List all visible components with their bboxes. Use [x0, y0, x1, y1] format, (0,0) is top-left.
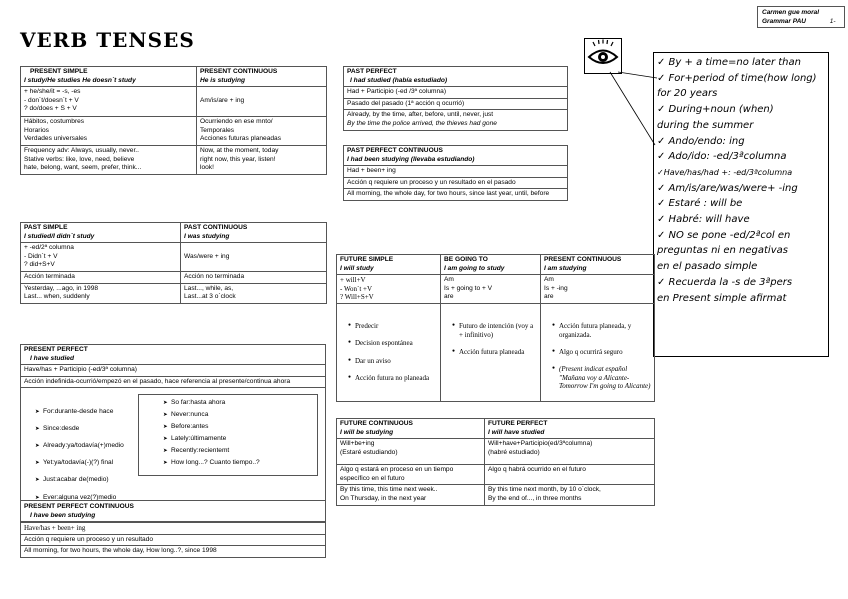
- list-item: ➤ Since:desde: [43, 425, 165, 434]
- ppc2-form: Had + been+ ing: [344, 166, 568, 178]
- list-item: ➤ For:durante-desde hace: [43, 408, 165, 417]
- list-item: ➤ So far:hasta ahora: [171, 397, 317, 409]
- past-perfect-cont-table: [343, 145, 568, 201]
- past-simple-title: PAST SIMPLE I studied/I didn´t study: [21, 223, 181, 243]
- note-line: en Present simple afirmat: [657, 292, 787, 304]
- note-line: ✓ Estaré : will be: [657, 198, 743, 210]
- past-cont-adv: Last..., while, as, Last...at 3 o´clock: [181, 283, 327, 303]
- present-simple-use: Hábitos, costumbres Horarios Verdades universales: [21, 117, 197, 146]
- past-simple-example: I studied/I didn´t study: [24, 232, 95, 240]
- list-item: ➤ Yet:ya/todavía(-)(?) final: [43, 459, 165, 468]
- note-line: during the summer: [657, 119, 754, 131]
- list-item: ➤ Already:ya/todavía(+)medio: [43, 442, 165, 451]
- list-item: ● (Present indicat español "Mañana voy a Alicante-Tomorrow I'm going to Alicante): [559, 365, 651, 391]
- note-line: en el pasado simple: [657, 261, 758, 273]
- present-simple-title: PRESENT SIMPLE I study/He studies He doesn´t study: [21, 67, 197, 87]
- ppc-adv: All morning, for two hours, the whole day, How long..?, since 1998: [21, 546, 326, 558]
- list-item: ➤ Ever:alguna vez(?)medio: [43, 494, 165, 503]
- note-line: ✓ Ado/ido: -ed/3ªcolumna: [657, 151, 787, 163]
- list-item: ➤ Never:nunca: [171, 409, 317, 421]
- eye-icon: [584, 38, 622, 74]
- past-cont-form: Was/were + ing: [181, 243, 327, 272]
- past-simple-form: + -ed/2ª columna - Didn´t + V ? did+S+V: [21, 243, 181, 272]
- future-pc-uses: [541, 303, 655, 401]
- note-line: ✓ NO se pone -ed/2ªcol en: [657, 229, 791, 241]
- going-to-example: I am going to study: [444, 264, 505, 272]
- present-cont-title: PRESENT CONTINUOUS He is studying: [197, 67, 327, 87]
- future-perfect-form: Will+have+Participio(ed/3ªcolumna) (habré estudiado): [485, 439, 655, 465]
- note-line: preguntas ni en negativas: [657, 245, 788, 257]
- list-item: ➤ Lately:últimamente: [171, 433, 317, 445]
- list-item: ➤ Before:antes: [171, 421, 317, 433]
- present-perfect-example: I have studied: [30, 354, 74, 362]
- future-cont-title: FUTURE CONTINUOUS I will be studying: [337, 419, 485, 439]
- note-line: ✓ Habré: will have: [657, 214, 750, 226]
- future-perfect-use: Algo q habrá ocurrido en el futuro: [485, 465, 655, 485]
- future-cont-form: Will+be+ing (Estaré estudiando): [337, 439, 485, 465]
- pointer-lines: [600, 70, 660, 150]
- note-line: for 20 years: [657, 88, 718, 100]
- future-pc-title: PRESENT CONTINUOUS I am studying: [541, 255, 655, 275]
- list-item: ● Futuro de intención (voy a + infinitivo): [459, 322, 537, 339]
- present-table: [20, 66, 327, 175]
- future-simple-title: FUTURE SIMPLE I will study: [337, 255, 441, 275]
- going-to-uses: [441, 303, 541, 401]
- future-perfect-title: FUTURE PERFECT I will have studied: [485, 419, 655, 439]
- past-perfect-adv: Already, by the time, after, before, until, never, just By the time the police arrived, the thieves had gone: [344, 110, 568, 130]
- past-perfect-adv-example: By the time the police arrived, the thieves had gone: [347, 119, 497, 127]
- future-simple-form: + will+V - Won´t +V ? Will+S+V: [337, 275, 441, 304]
- future-cont-use: Algo q estará en proceso en un tiempo específico en el futuro: [337, 465, 485, 485]
- past-cont-title: PAST CONTINUOUS I was studying: [181, 223, 327, 243]
- past-table: [20, 222, 327, 304]
- ppc-table: [20, 500, 326, 558]
- ppc-use: Acción q requiere un proceso y un resultado: [21, 534, 326, 546]
- ppc2-adv: All morning, the whole day, for two hours, since last year, until, before: [344, 189, 568, 201]
- past-perfect-example: I had studied (había estudiado): [350, 76, 448, 84]
- future-cont-example: I will be studying: [340, 428, 394, 436]
- ppc-example: I have been studying: [30, 511, 96, 519]
- note-line: ✓ During+noun (when): [657, 104, 774, 116]
- past-simple-use: Acción terminada: [21, 271, 181, 283]
- list-item: ● Dar un aviso: [355, 357, 437, 366]
- list-item: ● Decision espontánea: [355, 339, 437, 348]
- past-perfect-form: Had + Participio (-ed /3ª columna): [344, 87, 568, 99]
- past-cont-example: I was studying: [184, 232, 230, 240]
- list-item: ● Algo q ocurrirá seguro: [559, 348, 651, 357]
- present-cont-form: Am/is/are + ing: [197, 87, 327, 117]
- present-simple-example: I study/He studies He doesn´t study: [24, 76, 136, 84]
- future-pc-example: I am studying: [544, 264, 587, 272]
- list-item: ● Predecir: [355, 322, 437, 331]
- page-title: VERB TENSES: [20, 28, 195, 52]
- list-item: ● Acción futura planeada, y organizada.: [559, 322, 651, 339]
- note-line: ✓ By + a time=no later than: [657, 57, 801, 68]
- list-item: ● Acción futura planeada: [459, 348, 537, 357]
- going-to-form: Am Is + going to + V are: [441, 275, 541, 304]
- page-number: 1-: [829, 18, 836, 25]
- list-item: ➤ Just:acabar de(medio): [43, 476, 165, 485]
- future-cont-adv: By this time, this time next week.. On Thursday, in the next year: [337, 485, 485, 505]
- future-table: [336, 254, 655, 402]
- list-item: ● Acción futura no planeada: [355, 374, 437, 383]
- notes-box: [653, 52, 829, 357]
- future-perfect-adv: By this time next month, by 10 o´clock, By the end of..., in three months: [485, 485, 655, 505]
- ppc2-use: Acción q requiere un proceso y un resultado en el pasado: [344, 177, 568, 189]
- present-simple-form: + he/she/it = -s, -es - don´t/doesn´t + V ? do/does + S + V: [21, 87, 197, 117]
- list-item: ➤ How long...? Cuanto tiempo..?: [171, 457, 317, 469]
- future-perfect-example: I will have studied: [488, 428, 545, 436]
- present-perfect-title: PRESENT PERFECT I have studied: [21, 345, 326, 365]
- present-simple-adv: Frequency adv: Always, usually, never.. Stative verbs: like, love, need, believe hate, belong, want, seem, prefer, think...: [21, 145, 197, 174]
- past-perfect-use: Pasado del pasado (1ª acción q ocurrió): [344, 98, 568, 110]
- subject-label: Grammar PAU: [762, 18, 806, 25]
- note-line: ✓ Ando/endo: ing: [657, 135, 745, 147]
- present-cont-example: He is studying: [200, 76, 246, 84]
- present-cont-adv: Now, at the moment, today right now, this year, listen! look!: [197, 145, 327, 174]
- ppc2-title: PAST PERFECT CONTINUOUS I had been studying (llevaba estudiando): [344, 146, 568, 166]
- adverb-box-right: [138, 394, 318, 476]
- past-perfect-title: PAST PERFECT I had studied (había estudiado): [344, 67, 568, 87]
- ppc-form: Have/has + been+ ing: [21, 523, 326, 535]
- past-perfect-table: [343, 66, 568, 131]
- future-pc-form: Am Is + -ing are: [541, 275, 655, 304]
- author-tag: [757, 6, 845, 28]
- past-cont-use: Acción no terminada: [181, 271, 327, 283]
- note-line: ✓ Recuerda la -s de 3ªpers: [657, 276, 793, 288]
- present-perfect-form: Have/has + Participio (-ed/3ª columna): [21, 365, 326, 377]
- ppc-title: PRESENT PERFECT CONTINUOUS I have been studying: [21, 501, 326, 523]
- note-line: ✓ Am/is/are/was/were+ -ing: [657, 182, 798, 194]
- present-perfect-use: Acción indefinida-ocurrió/empezó en el pasado, hace referencia al presente/continua ahora: [21, 376, 326, 388]
- future-simple-uses: [337, 303, 441, 401]
- future2-table: [336, 418, 655, 506]
- note-line: ✓ For+period of time(how long): [657, 72, 817, 84]
- going-to-title: BE GOING TO I am going to study: [441, 255, 541, 275]
- note-line: ✓Have/has/had +: -ed/3ªcolumna: [657, 167, 793, 177]
- author-name: Carmen gue moral: [762, 9, 820, 16]
- list-item: ➤ Recently:recientemt: [171, 445, 317, 457]
- past-simple-adv: Yesterday, ...ago, in 1998 Last... when, suddenly: [21, 283, 181, 303]
- present-cont-use: Ocurriendo en ese mnto/ Temporales Acciones futuras planeadas: [197, 117, 327, 146]
- ppc2-example: I had been studying (llevaba estudiando): [347, 155, 475, 163]
- future-simple-example: I will study: [340, 264, 374, 272]
